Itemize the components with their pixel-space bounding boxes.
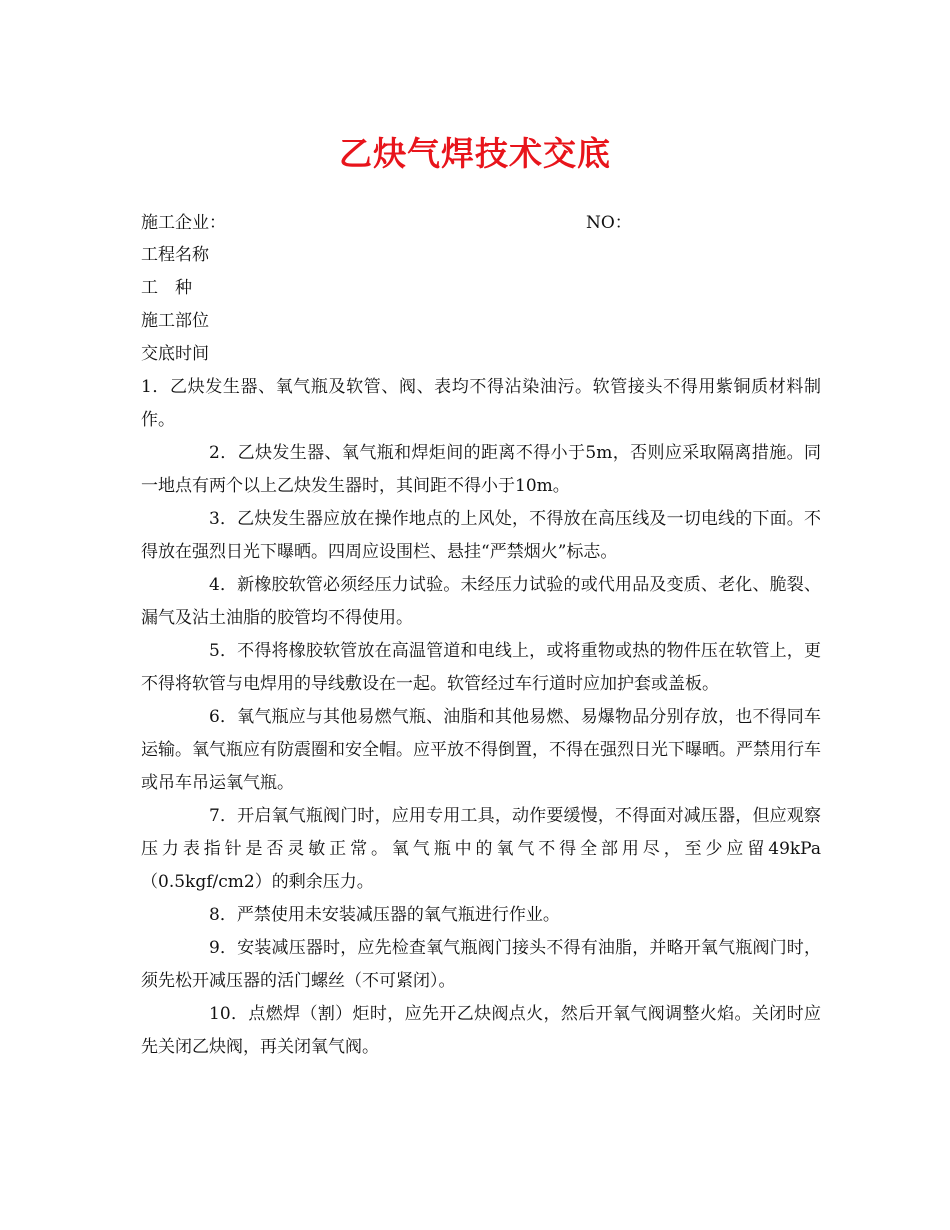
paragraph-1: 1．乙炔发生器、氧气瓶及软管、阀、表均不得沾染油污。软管接头不得用紫铜质材料制作。 <box>141 377 821 430</box>
body-text <box>141 371 821 1064</box>
paragraph-7: 7．开启氧气瓶阀门时，应用专用工具，动作要缓慢，不得面对减压器，但应观察压力表指针是否灵敏正常。氧气瓶中的氧气不得全部用尽，至少应留49kPa（0.5kgf/cm2）的剩余压力。 <box>141 806 821 892</box>
paragraph-5: 5．不得将橡胶软管放在高温管道和电线上，或将重物或热的物件压在软管上，更不得将软管与电焊用的导线敷设在一起。软管经过车行道时应加护套或盖板。 <box>141 641 821 694</box>
paragraph-6: 6．氧气瓶应与其他易燃气瓶、油脂和其他易燃、易爆物品分别存放，也不得同车运输。氧气瓶应有防震圈和安全帽。应平放不得倒置，不得在强烈日光下曝晒。严禁用行车或吊车吊运氧气瓶。 <box>141 707 821 793</box>
location-label: 施工部位 <box>141 311 209 331</box>
paragraph-2: 2．乙炔发生器、氧气瓶和焊炬间的距离不得小于5m，否则应采取隔离措施。同一地点有两个以上乙炔发生器时，其间距不得小于10m。 <box>141 443 821 496</box>
paragraph-3: 3．乙炔发生器应放在操作地点的上风处，不得放在高压线及一切电线的下面。不得放在强烈日光下曝晒。四周应设围栏、悬挂“严禁烟火”标志。 <box>141 509 821 562</box>
paragraph-9: 9．安装减压器时，应先检查氧气瓶阀门接头不得有油脂，并略开氧气瓶阀门时，须先松开减压器的活门螺丝（不可紧闭）。 <box>141 938 821 991</box>
work-type-label: 工 种 <box>141 278 192 298</box>
paragraph-10: 10．点燃焊（割）炬时，应先开乙炔阀点火，然后开氧气阀调整火焰。关闭时应先关闭乙炔阀，再关闭氧气阀。 <box>141 1004 821 1057</box>
paragraph-8: 8．严禁使用未安装减压器的氧气瓶进行作业。 <box>209 905 560 925</box>
paragraph-4: 4．新橡胶软管必须经压力试验。未经压力试验的或代用品及变质、老化、脆裂、漏气及沾土油脂的胶管均不得使用。 <box>141 575 821 628</box>
company-label: 施工企业： <box>141 213 226 233</box>
time-label: 交底时间 <box>141 344 209 364</box>
document-title: 乙炔气焊技术交底 <box>339 134 611 173</box>
no-label: NO： <box>586 213 632 233</box>
project-label: 工程名称 <box>141 245 209 265</box>
